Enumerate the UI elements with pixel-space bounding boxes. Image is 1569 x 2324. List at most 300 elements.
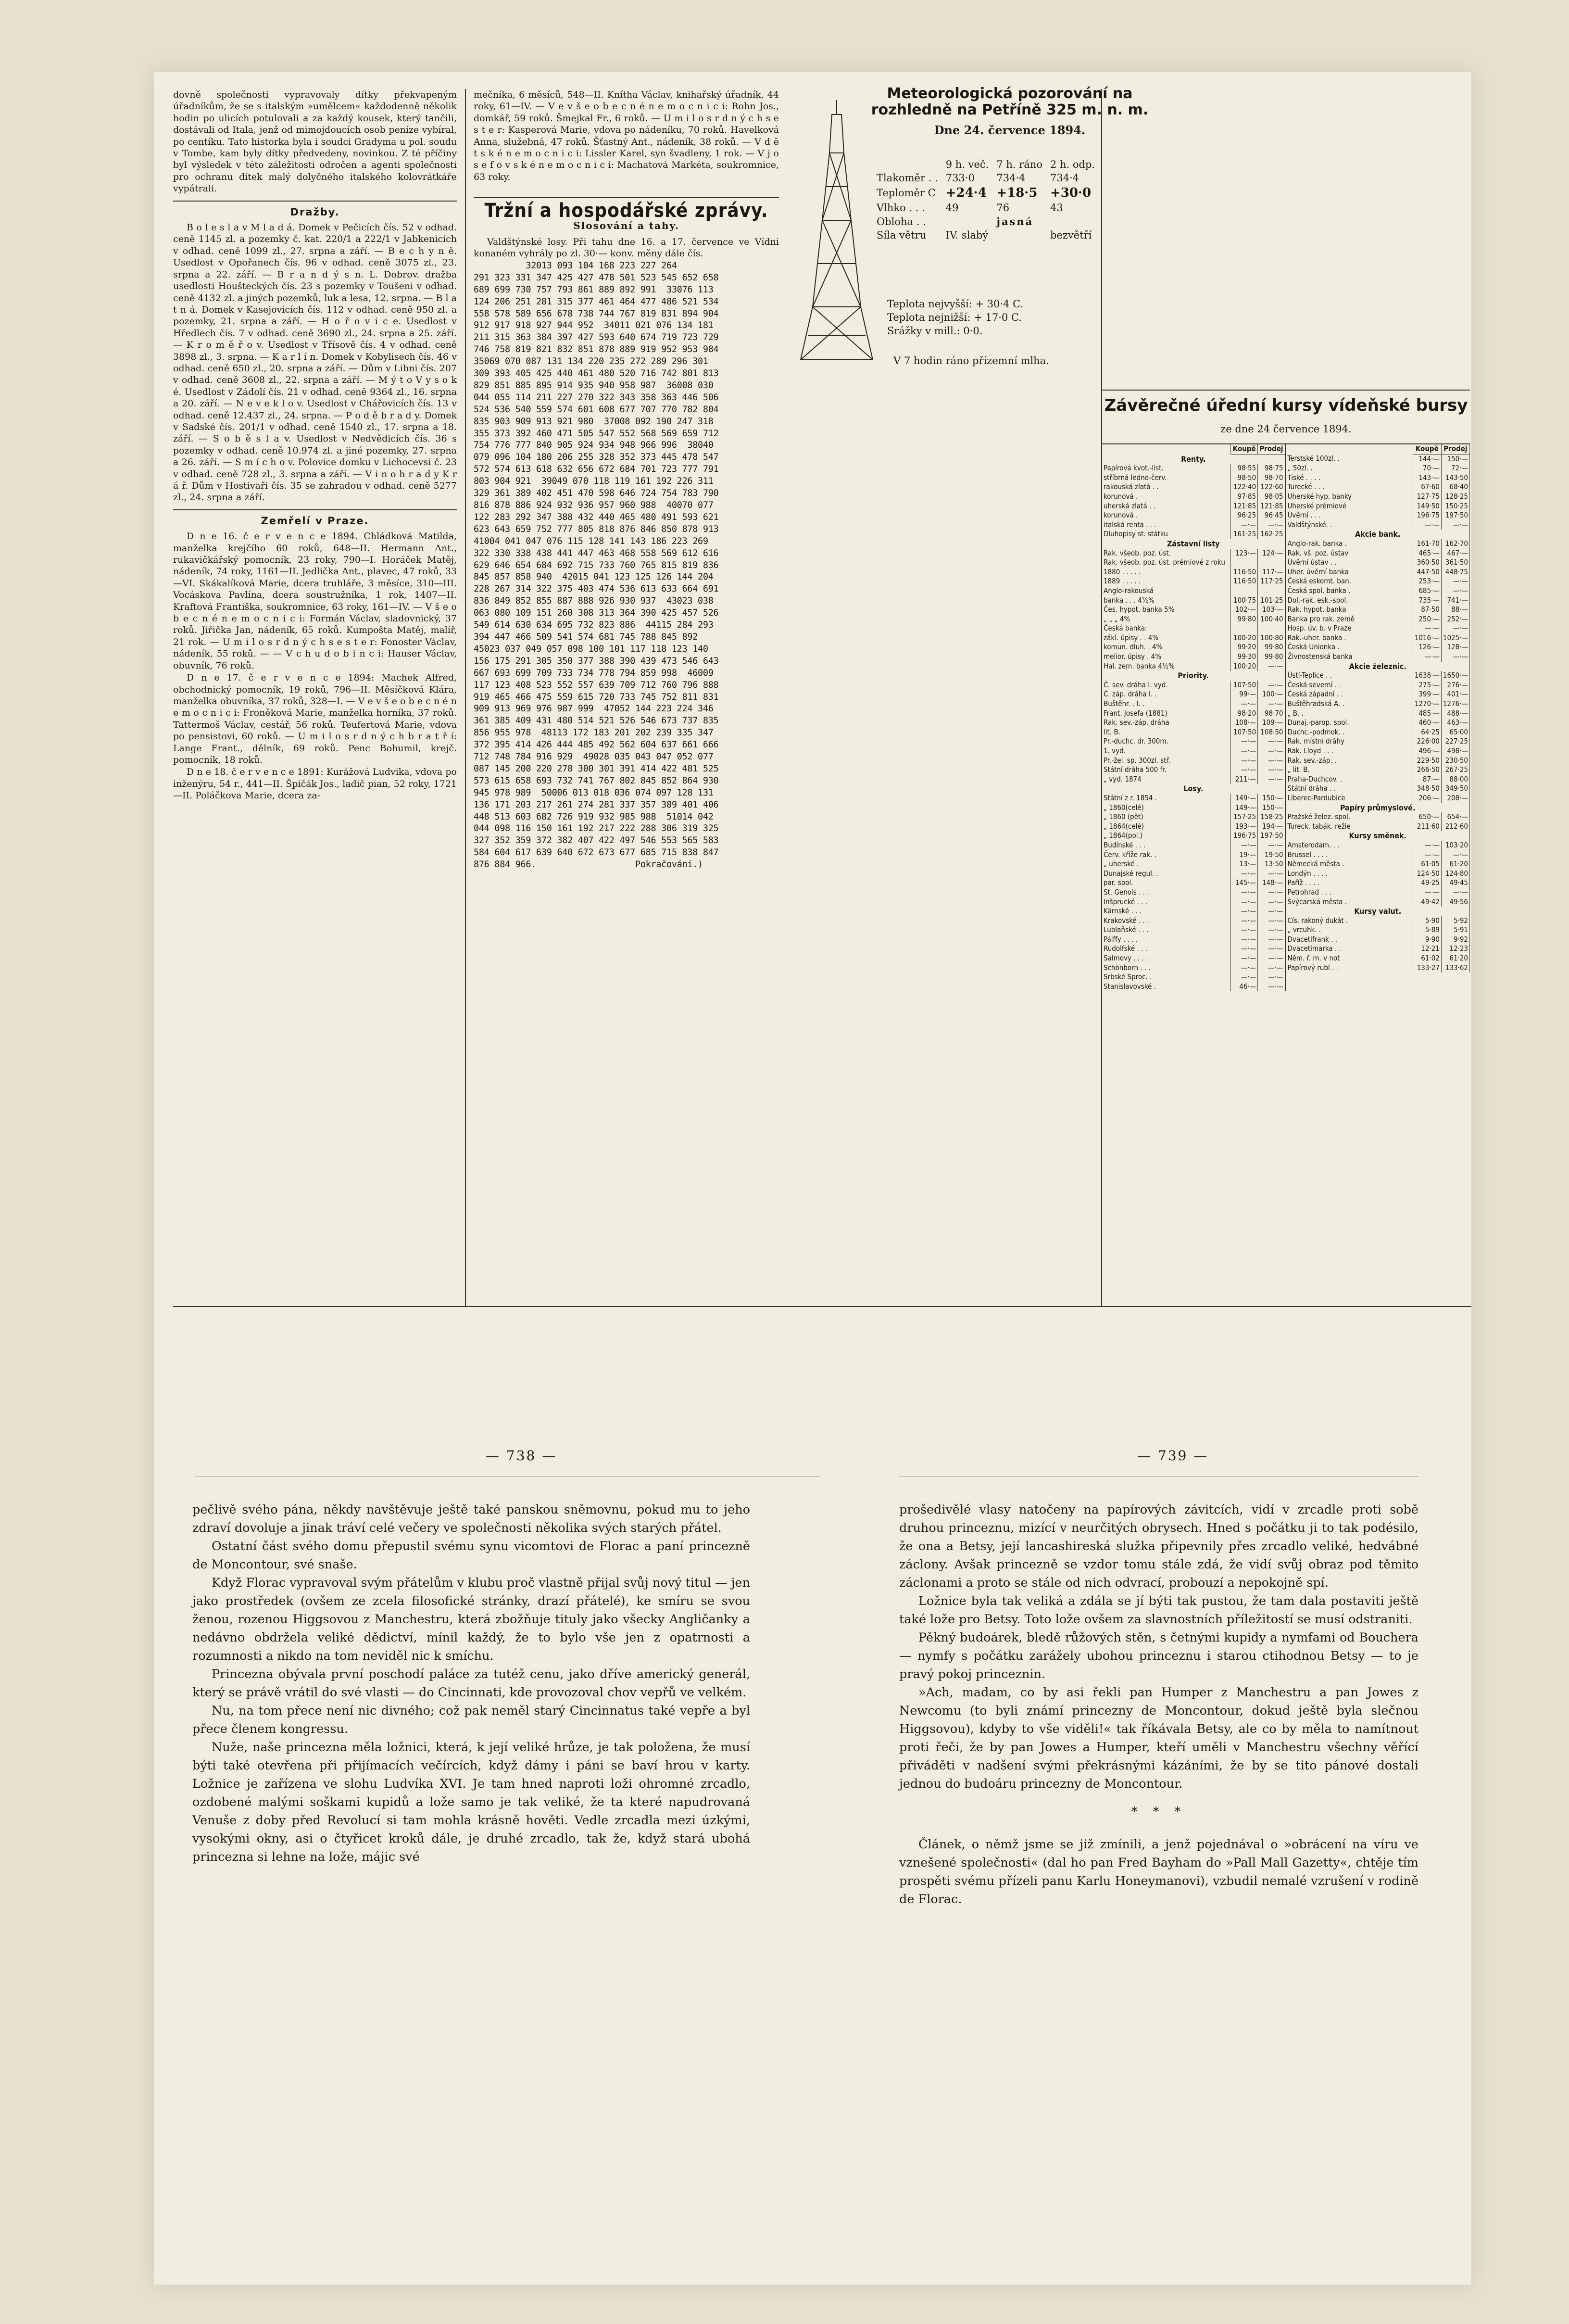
bourse-sell: —·— [1441, 577, 1469, 586]
meteo-time: 7 h. ráno [996, 159, 1042, 170]
bourse-item: „ 1860 (pět) [1102, 812, 1231, 822]
lottery-line: 845 857 858 940 42015 041 123 125 126 144 204 [474, 572, 714, 582]
bourse-row [1286, 652, 1470, 662]
bourse-buy: 123·— [1231, 549, 1258, 558]
bourse-buy: 19·— [1231, 850, 1258, 860]
bourse-row [1286, 925, 1470, 935]
bourse-buy: 275·— [1413, 681, 1441, 690]
drazby-text: B o l e s l a v M l a d á. Domek v Pečicích čís. 52 v odhad. ceně 1145 zl. a pozemky č. kat. 220/1 a 222/1 v Jabkenicích v odhad. ceně 1099 zl., 27. srpna a září. — B e c h y n ě. Usedlost v Opořanech čís. 96 v odhad. ceně 3075 zl., 23. srpna a 22. září. — B r a n d ý s n. L. Dobrov. dražba usedlosti Houšteckých čís. 23 s pozemky v Toušeni v odhad. ceně 4132 zl. a jiných pozemků, luk a lesa, 12. srpna. — B l a t n á. Domek v Kasejovicích čís. 112 v odhad. ceně 950 zl. a pozemky, 21. srpna a září. — H o ř o v i c e. Usedlost v Hředlech čís. 7 v odhad. ceně 3690 zl., 24. srpna a 25. září. — K r o m ě ř o v. Usedlost v Třísově čís. 4 v odhad. ceně 3898 zl., 3. srpna. — K a r l í n. Domek v Kobylisech čís. 46 v odhad. ceně 650 zl., 20. srpna a září. — Dům v Libni čís. 207 v odhad. ceně 3608 zl., 22. srpna a září. — M ý t o V y s o k é. Usedlost v Zádolí čís. 21 v odhad. ceně 9364 zl., 16. srpna a 20. září. — N e v e k l o v. Usedlost v Chářovicích čís. 13 v odhad. ceně 12.437 zl., 24. srpna. — P o d ě b r a d y. Domek v Sadské čís. 201/1 v odhad. ceně 1540 zl., 17. srpna a 18. září. — S o b ě s l a v. Usedlost v Nedvědicích čís. 36 s pozemky v odhad. ceně 10.974 zl. a jiné pozemky, 27. srpna a 26. září. — S m í c h o v. Polovice domku v Lichocevsi č. 23 v odhad. ceně 728 zl., 3. srpna a září. — V i n o h r a d y K r á ř. Dům v Hostivaři čís. 35 se zahradou v odhad. ceně 5277 zl., 24. srpna a září. [173, 222, 457, 503]
bourse-buy: —·— [1231, 907, 1258, 916]
zemreli-heading: Zemřelí v Praze. [173, 509, 457, 527]
bourse-item: „ „ „ 4% [1102, 615, 1231, 624]
bourse-sell: 99·80 [1258, 652, 1285, 662]
bourse-sell: —·— [1258, 662, 1285, 671]
bourse-buy: 5·89 [1413, 925, 1441, 935]
bourse-buy: 49·25 [1413, 878, 1441, 888]
middle-column [474, 89, 779, 1306]
bourse-row [1286, 709, 1470, 719]
bourse-sell: 103·— [1258, 605, 1285, 615]
bourse-row [1102, 831, 1285, 841]
bourse-buy: 61·05 [1413, 859, 1441, 869]
bourse-row [1102, 690, 1285, 699]
bourse-item: 1. vyd. [1102, 746, 1231, 756]
bourse-item: Dunajské regul. . [1102, 869, 1231, 879]
lottery-line: 754 776 777 840 905 924 934 948 966 996 38040 [474, 440, 714, 451]
bourse-sell: —·— [1258, 963, 1285, 973]
lottery-line: 211 315 363 384 397 427 593 640 674 719 723 729 [474, 332, 719, 343]
bourse-row [1102, 765, 1285, 775]
bourse-row [1102, 530, 1285, 539]
bourse-sell: 5·92 [1441, 916, 1469, 926]
bourse-sell: 109·— [1258, 718, 1285, 728]
bourse-row [1286, 539, 1470, 549]
bourse-item: „ vyd. 1874 [1102, 775, 1231, 784]
bourse-buy: 360·50 [1413, 558, 1441, 568]
bourse-group-label: Papíry průmyslové. [1286, 803, 1470, 813]
bourse-item: Dluhopisy st. státku [1102, 530, 1231, 539]
bourse-buy: 229·50 [1413, 756, 1441, 766]
lottery-line: 32013 093 104 168 223 227 264 [474, 260, 677, 271]
bourse-item: Česká západní . . [1286, 690, 1413, 699]
bourse-buy: 266·50 [1413, 765, 1441, 775]
bourse-buy: 46·— [1231, 982, 1258, 992]
bourse-buy: 157·25 [1231, 812, 1258, 822]
bourse-buy: 149·— [1231, 794, 1258, 803]
bourse-buy: 735·— [1413, 596, 1441, 606]
bourse-item: Praha-Duchcov. . [1286, 775, 1413, 784]
bourse-sell: —·— [1441, 586, 1469, 596]
lottery-line: 689 699 730 757 793 861 889 892 991 33076 113 [474, 284, 714, 295]
bourse-row [1102, 859, 1285, 869]
bourse-item: Valdštýnské. . [1286, 520, 1413, 530]
bourse-buy: —·— [1231, 916, 1258, 926]
bourse-sell: 100·— [1258, 690, 1285, 699]
bourse-item: Anglo-rak. banka . [1286, 539, 1413, 549]
bourse-buy: 87·— [1413, 775, 1441, 784]
bourse-row [1102, 888, 1285, 897]
bourse-sell: 61·20 [1441, 954, 1469, 963]
bourse-row [1102, 473, 1285, 483]
bourse-group-heading [1102, 539, 1285, 549]
meteo-table [873, 158, 1099, 242]
bourse-row [1286, 756, 1470, 766]
bourse-buy: 149·— [1231, 803, 1258, 813]
bourse-item: Česká severní . . [1286, 681, 1413, 690]
bourse-item: Kärnské . . . [1102, 907, 1231, 916]
bourse-row [1102, 502, 1285, 511]
bourse-table-left [1102, 444, 1285, 991]
bourse-sell: —·— [1258, 756, 1285, 766]
left-column [173, 89, 457, 1301]
bourse-sell: 197·50 [1258, 831, 1285, 841]
page-number-left: — 738 — [486, 1448, 557, 1464]
bourse-row [1102, 878, 1285, 888]
meteo-value: 49 [945, 202, 959, 214]
bourse-item: Tiské . . . . [1286, 473, 1413, 483]
bourse-group-heading [1102, 671, 1285, 681]
bourse-group-label: Akcie železnic. [1286, 662, 1470, 671]
lottery-line: 549 614 630 634 695 732 823 886 44115 284 293 [474, 620, 714, 631]
bourse-row [1286, 859, 1470, 869]
bourse-sell: 252·— [1441, 615, 1469, 624]
bourse-buy: 460·— [1413, 718, 1441, 728]
bourse-buy: —·— [1231, 888, 1258, 897]
market-heading: Tržní a hospodářské zprávy. [484, 200, 768, 222]
bourse-buy: —·— [1231, 935, 1258, 945]
bourse-row [1102, 596, 1285, 606]
bourse-row [1286, 775, 1470, 784]
petrin-tower-illustration [796, 95, 878, 365]
bourse-buy: —·— [1413, 520, 1441, 530]
bourse-item: Amsterodam. . . [1286, 841, 1413, 850]
bourse-item: Státní dráha 500 fr. [1102, 765, 1231, 775]
bourse-sell: 158·25 [1258, 812, 1285, 822]
bourse-sell: —·— [1258, 954, 1285, 963]
bourse-group-heading [1286, 803, 1470, 813]
bourse-buy: 116·50 [1231, 577, 1258, 586]
bourse-sell: 122·60 [1258, 482, 1285, 492]
bourse-row [1102, 624, 1285, 633]
bourse-item: „ 1864(celé) [1102, 822, 1231, 832]
bourse-sell: 117·25 [1258, 577, 1285, 586]
bourse-item: Pr.-duchc. dr. 300m. [1102, 737, 1231, 746]
bourse-buy: 70·— [1413, 464, 1441, 473]
meteo-label: Teploměr C [877, 187, 936, 199]
lottery-line: 124 206 251 281 315 377 461 464 477 486 521 534 [474, 296, 719, 307]
lottery-line: 394 447 466 509 541 574 681 745 788 845 892 [474, 632, 698, 642]
mid-intro: mečníka, 6 měsíců, 548—II. Knítha Václav, knihařský úřadník, 44 roky, 61—IV. — V e v š e o b e c n é n e m o c n i c i: Rohn Jos., domkář, 59 roků. Šmejkal Fr., 6 roků. — U m i l o s r d n ý c h s e s t e r: Kasperová Marie, vdova po nádeníku, 70 roků. Havelková Anna, služebná, 47 roků. Šťastný Ant., nádeník, 38 roků. — V d ě t s k é n e m o c n i c i: Lissler Karel, syn švadleny, 1 rok. — V j o s e f o v s k é n e m o c n i c i: Machatová Markéta, soukromnice, 63 roky. [474, 89, 779, 182]
bourse-sell: 124·80 [1441, 869, 1469, 879]
bourse-item: Uherské hyp. banky [1286, 492, 1413, 502]
bourse-row [1102, 520, 1285, 530]
bourse-buy [1231, 558, 1258, 568]
novel-paragraph: Ostatní část svého domu přepustil svému synu vicomtovi de Florac a paní princezně de Moncontour, své snaše. [192, 1539, 750, 1572]
bourse-item: „ uherské . [1102, 859, 1231, 869]
bourse-sell: —·— [1258, 681, 1285, 690]
bourse-sell: 267·25 [1441, 765, 1469, 775]
bourse-sell: 128·25 [1441, 492, 1469, 502]
lottery-line: 291 323 331 347 425 427 478 501 523 545 652 658 [474, 272, 719, 283]
bourse-group-heading [1102, 784, 1285, 794]
bourse-row [1286, 888, 1470, 897]
bourse-item: Cís. rakoný dukát . [1286, 916, 1413, 926]
lottery-line: 117 123 408 523 552 557 639 709 712 760 796 888 [474, 680, 719, 690]
novel-paragraph: Princezna obývala první poschodí paláce za tutéž cenu, jako dříve americký generál, který se právě vrátil do své vlasti — do Cincinnati, kde provozoval chov vepřů ve velkém. [192, 1667, 750, 1700]
bourse-col-header: Prodej [1258, 444, 1285, 454]
bourse-sell: 401·— [1441, 690, 1469, 699]
bourse-buy: 9·90 [1413, 935, 1441, 945]
bourse-sell: 227·25 [1441, 737, 1469, 746]
lottery-line: 623 643 659 752 777 805 818 876 846 850 878 913 [474, 524, 719, 534]
bourse-buy: —·— [1413, 841, 1441, 850]
bourse-row [1286, 558, 1470, 568]
bourse-item: Hal. zem. banka 4½% [1102, 662, 1231, 671]
bourse-row [1286, 520, 1470, 530]
bourse-row [1102, 652, 1285, 662]
bourse-buy: 211·— [1231, 775, 1258, 784]
bourse-row [1286, 624, 1470, 633]
bourse-item: „ lit. B. [1286, 765, 1413, 775]
bourse-sell: 121·85 [1258, 502, 1285, 511]
meteo-value: 43 [1050, 202, 1063, 214]
bourse-item: korunová . [1102, 492, 1231, 502]
bourse-item: Rudolfské . . . [1102, 944, 1231, 954]
bourse-sell: 100·80 [1258, 633, 1285, 643]
bourse-header-row [1286, 444, 1470, 454]
bourse-item: Státní z r. 1854 . [1102, 794, 1231, 803]
bourse-row [1102, 897, 1285, 907]
bourse-sell: —·— [1258, 775, 1285, 784]
lottery-line: 45023 037 049 057 098 100 101 117 118 123 140 [474, 644, 708, 654]
bourse-item: Lublaňské . . . [1102, 925, 1231, 935]
bourse-sell: 150·— [1441, 454, 1469, 464]
novel-column-left [192, 1501, 750, 1866]
bourse-row [1286, 728, 1470, 737]
meteo-value: IV. slabý [945, 229, 989, 241]
bourse-item: Hosp. úv. b. v Praze [1286, 624, 1413, 633]
bourse-buy: 13·— [1231, 859, 1258, 869]
bourse-item: Srbské Sproc. . [1102, 973, 1231, 982]
bourse-date: ze dne 24 července 1894. [1220, 423, 1352, 435]
bourse-row [1286, 822, 1470, 832]
bourse-item: Rak. všeob. poz. úst. [1102, 549, 1231, 558]
bourse-table-right [1286, 444, 1470, 973]
bourse-item: Dvacetifrank . . [1286, 935, 1413, 945]
bourse-row [1286, 737, 1470, 746]
bourse-sell: 133·62 [1441, 963, 1469, 973]
bourse-row [1286, 605, 1470, 615]
bourse-sell: 212·60 [1441, 822, 1469, 832]
bourse-row [1286, 596, 1470, 606]
bourse-item: Živnostenská banka [1286, 652, 1413, 662]
bourse-row [1286, 850, 1470, 860]
bourse-sell: 65·00 [1441, 728, 1469, 737]
zemreli-text-2: D n e 17. č e r v e n c e 1894: Machek Alfred, obchodnický pomocník, 19 roků, 796—II. Měsíčková Klára, manželka obuvníka, 37 roků, 328—I. — V e v š e o b e c n é n e m o c n i c i: Froněková Marie, manželka horníka, 37 roků. Tattermoš Václav, cestář, 56 roků. Teufertová Marie, vdova po pensistovi, 60 roků. — U m i l o s r d n ý c h b r a t ř í: Lange Frant., dělník, 69 roků. Penc Bohumil, krejč. pomocník, 18 roků. [173, 672, 457, 765]
bourse-item: Ústí-Teplice . . [1286, 671, 1413, 681]
bourse-buy: —·— [1231, 897, 1258, 907]
bourse-row [1102, 699, 1285, 709]
bourse-item: Petrohrad . . . [1286, 888, 1413, 897]
bourse-buy: 1638·— [1413, 671, 1441, 681]
bourse-item: „ 1860(celé) [1102, 803, 1231, 813]
bourse-sell: 741·— [1441, 596, 1469, 606]
bourse-sell: 117·— [1258, 568, 1285, 577]
bourse-row [1286, 492, 1470, 502]
bourse-item: Banka pro rak. země [1286, 615, 1413, 624]
lottery-line: 629 646 654 684 692 715 733 760 765 815 819 836 [474, 560, 719, 570]
bourse-row [1102, 925, 1285, 935]
bourse-sell: 68·40 [1441, 482, 1469, 492]
meteo-note: V 7 hodin ráno přízemní mlha. [893, 355, 1049, 366]
bourse-row [1102, 615, 1285, 624]
bourse-row [1102, 728, 1285, 737]
bourse-buy: 107·50 [1231, 681, 1258, 690]
novel-column-right [899, 1501, 1418, 1908]
meteo-box [791, 86, 1152, 384]
bourse-row [1286, 549, 1470, 558]
bourse-row [1102, 982, 1285, 992]
bourse-row [1102, 709, 1285, 719]
novel-paragraph: Ložnice byla tak veliká a zdála se jí býti tak pustou, že tam dala postaviti ještě také lože pro Betsy. Toto lože ovšem za slavnostních příležitostí se musí odstraniti. [899, 1594, 1418, 1627]
bourse-sell: —·— [1258, 982, 1285, 992]
lottery-line: 667 693 699 709 733 734 778 794 859 998 46009 [474, 668, 714, 678]
bourse-buy: 12·21 [1413, 944, 1441, 954]
bourse-sell: 148·— [1258, 878, 1285, 888]
bourse-item: Česká spol. banka . [1286, 586, 1413, 596]
lottery-line: 309 393 405 425 440 461 480 520 716 742 801 813 [474, 368, 719, 379]
bourse-buy: 124·50 [1413, 869, 1441, 879]
bourse-group-label: Zástavní listy [1102, 539, 1285, 549]
bourse-row [1102, 973, 1285, 982]
bourse-buy: —·— [1231, 737, 1258, 746]
bourse-row [1286, 633, 1470, 643]
bourse-buy: —·— [1231, 925, 1258, 935]
lottery-line: 909 913 969 976 987 999 47052 144 223 224 346 [474, 704, 714, 714]
bourse-row [1102, 662, 1285, 671]
bourse-sell: —·— [1441, 520, 1469, 530]
bourse-row [1286, 944, 1470, 954]
bourse-row [1286, 935, 1470, 945]
bourse-item: Rak. sev.-záp. . [1286, 756, 1413, 766]
bourse-item: Rak. vš. poz. ústav [1286, 549, 1413, 558]
bourse-sell: —·— [1258, 907, 1285, 916]
meteo-label: Vlhko . . . [877, 202, 925, 214]
lottery-numbers [474, 260, 779, 871]
lottery-line: 156 175 291 305 350 377 388 390 439 473 546 643 [474, 656, 719, 666]
bourse-sell: 197·50 [1441, 511, 1469, 520]
bourse-group-label: Akcie bank. [1286, 530, 1470, 539]
bourse-item: Duchc.-podmok. . [1286, 728, 1413, 737]
bourse-sell: 103·20 [1441, 841, 1469, 850]
lottery-line: 912 917 918 927 944 952 34011 021 076 134 181 [474, 320, 714, 331]
bourse-sell: 98·75 [1258, 464, 1285, 473]
lottery-line: 044 098 116 150 161 192 217 222 288 306 319 325 [474, 823, 719, 834]
bourse-sell: 100·40 [1258, 615, 1285, 624]
bourse-buy: 1016·— [1413, 633, 1441, 643]
bourse-sell: 150·— [1258, 794, 1285, 803]
bourse-col-header: Prodej [1441, 444, 1469, 454]
novel-paragraph: »Ach, madam, co by asi řekli pan Humper z Manchestru a pan Jowes z Newcomu (to byli známí princezny de Moncontour, dokud ještě byla slečnou Higgsovou), kdyby to vše viděli!« tak říkávala Betsy, ale co by měla to namítnout proti řeči, že by pan Jowes a Humper, kteří uměli v Manchestru všechny věřící přiváděti v nadšení svými překrásnými kázáními, že by se tito pánové dostali jednou do budoáru princezny de Moncontour. [899, 1685, 1418, 1791]
bourse-buy: 161·70 [1413, 539, 1441, 549]
bourse-buy: 685·— [1413, 586, 1441, 596]
bourse-buy: 108·— [1231, 718, 1258, 728]
bourse-row [1286, 784, 1470, 794]
meteo-extra [887, 297, 1023, 338]
novel-paragraph: prošedivělé vlasy natočeny na papírových závitcích, vidí v zrcadle proti sobě druhou princeznu, mizící v neurčitých obrysech. Hned s počátku ji to tak podésilo, že ona a Betsy, její lancashireská služka připevnily přes zrcadlo veliké, hedvábné záclony. Avšak princezně se vzdor tomu stále zdá, že vidí svůj obraz pod těmito záclonami a proto se stále od nich odvrací, probouzí a nepokojně spí. [899, 1503, 1418, 1590]
bourse-sell: 96·45 [1258, 511, 1285, 520]
bourse-buy: 348·50 [1413, 784, 1441, 794]
bourse-sell: 99·80 [1258, 643, 1285, 652]
bourse-row [1102, 511, 1285, 520]
bourse-buy: 100·75 [1231, 596, 1258, 606]
bourse-item: Krakovské . . . [1102, 916, 1231, 926]
lottery-line: 228 267 314 322 375 403 474 536 613 633 664 691 [474, 584, 719, 594]
bourse-row [1286, 482, 1470, 492]
column-rule-1 [465, 89, 466, 1306]
bourse-sell: 19·50 [1258, 850, 1285, 860]
bourse-buy: 98·20 [1231, 709, 1258, 719]
bourse-item: Pražské želez. spol. [1286, 812, 1413, 822]
bourse-sell: 12·23 [1441, 944, 1469, 954]
left-intro: dovně společnosti vypravovaly dítky překvapeným úřadníkům, že se s italským »umělcem« každodenně několik hodin po ulicích potulovali a za každý kousek, který tančili, dostávali od Itala, jenž od mimojdoucích osob peníze vybíral, po centíku. Tato historka byla i soudci Gradyma u pol. soudu v Tombe, kam byly dítky předvedeny, novinkou. Z té příčiny byl výsledek v této záležitosti odročen a agenti společnosti pro ochranu dítek malý dolyčného italského kolovrátkáře vypátrali. [173, 89, 457, 194]
bourse-row [1286, 699, 1470, 709]
bourse-group-heading [1286, 907, 1470, 916]
bourse-row [1102, 907, 1285, 916]
bourse-sell: 208·— [1441, 794, 1469, 803]
bourse-buy: 98·55 [1231, 464, 1258, 473]
bourse-sell: 88·— [1441, 605, 1469, 615]
lottery-line: 044 055 114 211 227 270 322 343 358 363 446 506 [474, 392, 719, 403]
bourse-buy: —·— [1231, 520, 1258, 530]
bourse-item: Stanislavovské . [1102, 982, 1231, 992]
meteo-label: Tlakoměr . . [877, 172, 938, 184]
bourse-item: Německá města . [1286, 859, 1413, 869]
bourse-buy: 465·— [1413, 549, 1441, 558]
lottery-line: 835 903 909 913 921 980 37008 092 190 247 318 [474, 416, 714, 427]
bourse-row [1286, 812, 1470, 822]
bourse-row [1102, 549, 1285, 558]
meteo-min-temp: Teplota nejnižší: + 17·0 C. [887, 312, 1022, 323]
bourse-item: Rak. všeob. poz. úst. prémiové z roku [1102, 558, 1231, 568]
bourse-group-heading [1286, 662, 1470, 671]
bourse-buy: 485·— [1413, 709, 1441, 719]
bourse-title: Závěrečné úřední kursy vídeňské bursy [1104, 396, 1468, 415]
bourse-row [1102, 850, 1285, 860]
novel-paragraph: Nuže, naše princezna měla ložnici, která, k její veliké hrůze, je tak položena, že musí býti také otevřena při přijímacích večírcích, když dámy i páni se baví hrou v karty. Ložnice je zařízena ve slohu Ludvíka XVI. Je tam hned naproti loži ohromné zrcadlo, ozdobené malými soškami kupidů a lože samo je tak veliké, že ta které napudrovaná Venuše z doby před Revolucí si tam mohla krásně hověti. Vedle zrcadla mezi úzkými, vysokými okny, asi o čtyřicet kroků dále, je druhé zrcadlo, tak že, když stará ubohá princezna si lehne na lože, májic své [192, 1740, 750, 1864]
bourse-sell: —·— [1258, 765, 1285, 775]
bourse-row [1102, 775, 1285, 784]
bourse-buy: —·— [1231, 756, 1258, 766]
bourse-item: Papírová kvot.-list. [1102, 464, 1231, 473]
bourse-item: Úvěrní ústav . . [1286, 558, 1413, 568]
bourse-buy: —·— [1231, 973, 1258, 982]
meteo-rain: Srážky v mill.: 0·0. [887, 325, 983, 337]
bourse-buy: —·— [1413, 888, 1441, 897]
bourse-sell: 61·20 [1441, 859, 1469, 869]
bourse-sell: 49·56 [1441, 897, 1469, 907]
bourse-item: Červ. kříže rak. . [1102, 850, 1231, 860]
bourse-row [1102, 464, 1285, 473]
bourse-row [1102, 803, 1285, 813]
bourse-buy: —·— [1231, 963, 1258, 973]
bourse-buy: 61·02 [1413, 954, 1441, 963]
bourse-sell: —·— [1258, 520, 1285, 530]
bourse-buy: 447·50 [1413, 568, 1441, 577]
bourse-sell: 150·25 [1441, 502, 1469, 511]
lottery-line: 41004 041 047 076 115 128 141 143 186 223 269 [474, 536, 708, 546]
bourse-item: Rak. sev.-záp. dráha [1102, 718, 1231, 728]
bourse-row [1102, 577, 1285, 586]
bourse-sell: 49·45 [1441, 878, 1469, 888]
bourse-row [1286, 954, 1470, 963]
bourse-row [1286, 577, 1470, 586]
bourse-row [1286, 568, 1470, 577]
bourse-item: Česká banka: [1102, 624, 1231, 633]
lottery-line: 372 395 414 426 444 485 492 562 604 637 661 666 [474, 740, 719, 750]
bourse-sell: 101·25 [1258, 596, 1285, 606]
meteo-value: 733·0 [945, 172, 975, 184]
bourse-row [1286, 464, 1470, 473]
meteo-value: 76 [996, 202, 1010, 214]
bourse-sell: 276·— [1441, 681, 1469, 690]
bourse-buy: 253·— [1413, 577, 1441, 586]
lottery-line: 746 758 819 821 832 851 878 889 919 952 953 984 [474, 344, 719, 355]
meteo-value: 734·4 [1050, 172, 1079, 184]
bourse-sell: —·— [1258, 737, 1285, 746]
bourse-sell: 162·70 [1441, 539, 1469, 549]
bourse-buy: 99·80 [1231, 615, 1258, 624]
bourse-buy: 97·85 [1231, 492, 1258, 502]
